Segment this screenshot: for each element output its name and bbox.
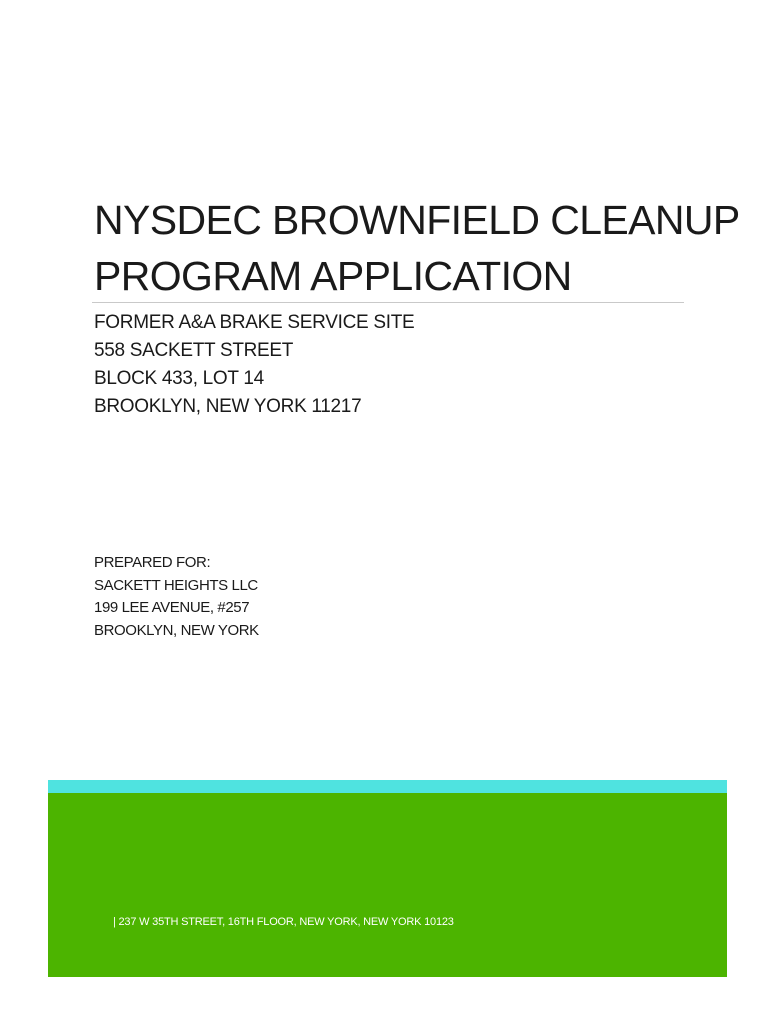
client-street: 199 LEE AVENUE, #257 [94, 599, 250, 616]
footer-address: | 237 W 35TH STREET, 16TH FLOOR, NEW YORK, NEW YORK 10123 [113, 916, 454, 928]
document-title-line-1: NYSDEC BROWNFIELD CLEANUP [94, 197, 740, 243]
site-name: FORMER A&A BRAKE SERVICE SITE [94, 312, 415, 333]
site-info [94, 309, 654, 421]
title-divider [92, 302, 684, 303]
client-city: BROOKLYN, NEW YORK [94, 621, 259, 639]
prepared-for-label: PREPARED FOR: [94, 554, 211, 571]
site-block-lot: BLOCK 433, LOT 14 [94, 368, 264, 389]
site-city: BROOKLYN, NEW YORK 11217 [94, 396, 362, 417]
prepared-for [94, 552, 494, 642]
site-street: 558 SACKETT STREET [94, 340, 294, 361]
footer-accent-band [48, 780, 727, 793]
document-title-line-2: PROGRAM APPLICATION [94, 253, 572, 299]
footer-band [48, 793, 727, 977]
document-title [94, 192, 740, 304]
client-name: SACKETT HEIGHTS LLC [94, 576, 258, 594]
